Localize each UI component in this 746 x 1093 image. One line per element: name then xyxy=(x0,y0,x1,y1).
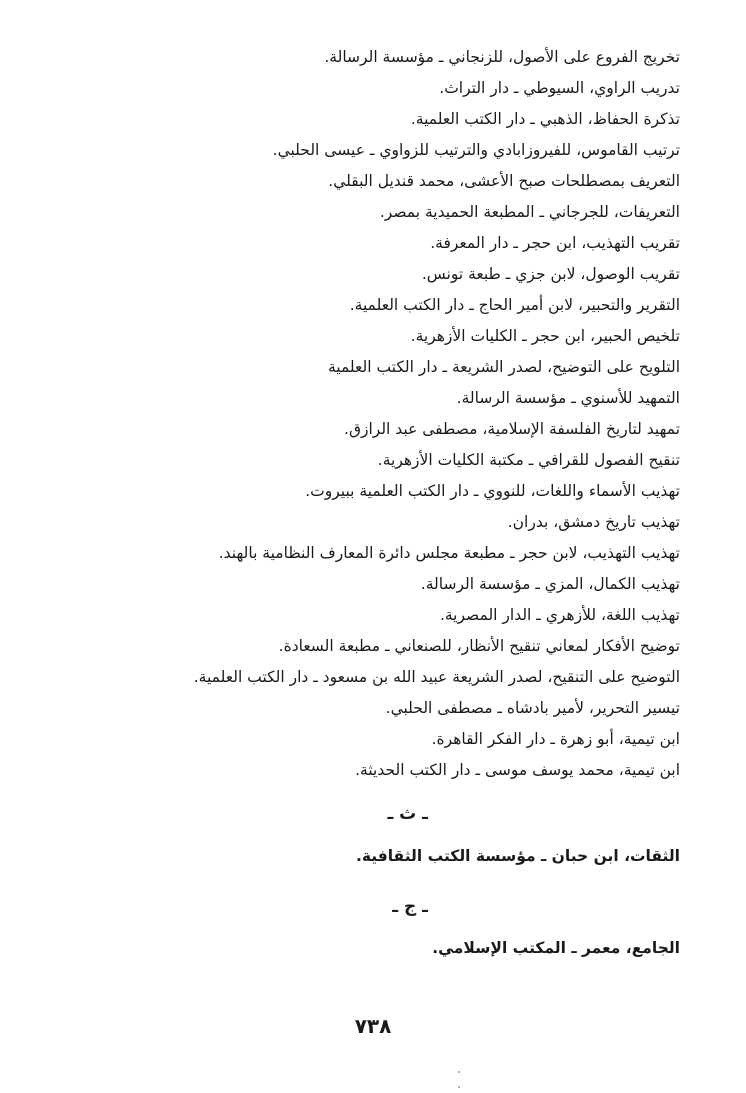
bibliography-list-jim xyxy=(160,933,680,964)
bibliography-entry: تدريب الراوي، السيوطي ـ دار التراث. xyxy=(439,79,680,97)
bibliography-entry: الثقات، ابن حبان ـ مؤسسة الكتب الثقافية. xyxy=(355,847,680,865)
bibliography-entry: تنقيح الفصول للقرافي ـ مكتبة الكليات الأزهرية. xyxy=(377,451,680,469)
section-heading-tha: ـ ث ـ xyxy=(387,804,428,824)
bibliography-entry: ابن تيمية، أبو زهرة ـ دار الفكر القاهرة. xyxy=(431,730,680,748)
bibliography-entry: ترتيب القاموس، للفيروزابادي والترتيب للزواوي ـ عيسى الحلبي. xyxy=(272,141,680,159)
bibliography-entry: تهذيب التهذيب، لابن حجر ـ مطبعة مجلس دائرة المعارف النظامية بالهند. xyxy=(218,544,680,562)
bibliography-entry: تهذيب الكمال، المزي ـ مؤسسة الرسالة. xyxy=(420,575,680,593)
bibliography-entry: التلويح على التوضيح، لصدر الشريعة ـ دار الكتب العلمية xyxy=(327,358,680,376)
bibliography-entry: تقريب التهذيب، ابن حجر ـ دار المعرفة. xyxy=(430,234,680,252)
bibliography-entry: ابن تيمية، محمد يوسف موسى ـ دار الكتب الحديثة. xyxy=(355,761,680,779)
bibliography-entry: تمهيد لتاريخ الفلسفة الإسلامية، مصطفى عبد الرازق. xyxy=(344,420,680,438)
bibliography-entry: تهذيب الأسماء واللغات، للنووي ـ دار الكتب العلمية ببيروت. xyxy=(305,482,680,500)
bibliography-entry: الجامع، معمر ـ المكتب الإسلامي. xyxy=(432,939,680,957)
bibliography-list-tha xyxy=(160,841,680,872)
bibliography-entry: التمهيد للأسنوي ـ مؤسسة الرسالة. xyxy=(456,389,680,407)
bibliography-entry: تهذيب اللغة، للأزهري ـ الدار المصرية. xyxy=(439,606,680,624)
bibliography-entry: تقريب الوصول، لابن جزي ـ طبعة تونس. xyxy=(421,265,680,283)
bibliography-entry: التعريف بمصطلحات صبح الأعشى، محمد قنديل البقلي. xyxy=(328,172,680,190)
bibliography-entry: تلخيص الحبير، ابن حجر ـ الكليات الأزهرية. xyxy=(410,327,680,345)
bibliography-entry: تيسير التحرير، لأمير بادشاه ـ مصطفى الحلبي. xyxy=(385,699,680,717)
bibliography-list-ta xyxy=(160,42,680,786)
bibliography-entry: توضيح الأفكار لمعاني تنقيح الأنظار، للصنعاني ـ مطبعة السعادة. xyxy=(278,637,680,655)
bibliography-entry: تخريج الفروع على الأصول، للزنجاني ـ مؤسسة الرسالة. xyxy=(324,48,680,66)
section-heading-jim: ـ ج ـ xyxy=(392,897,428,917)
bibliography-entry: التعريفات، للجرجاني ـ المطبعة الحميدية بمصر. xyxy=(379,203,680,221)
bibliography-entry: تهذيب تاريخ دمشق، بدران. xyxy=(507,513,680,531)
bibliography-entry: تذكرة الحفاظ، الذهبي ـ دار الكتب العلمية. xyxy=(410,110,680,128)
page-number: ٧٣٨ xyxy=(354,1014,392,1038)
scan-speck xyxy=(458,1071,460,1073)
scan-speck xyxy=(458,1086,460,1088)
bibliography-entry: التقرير والتحبير، لابن أمير الحاج ـ دار الكتب العلمية. xyxy=(349,296,680,314)
bibliography-entry: التوضيح على التنقيح، لصدر الشريعة عبيد الله بن مسعود ـ دار الكتب العلمية. xyxy=(193,668,680,686)
